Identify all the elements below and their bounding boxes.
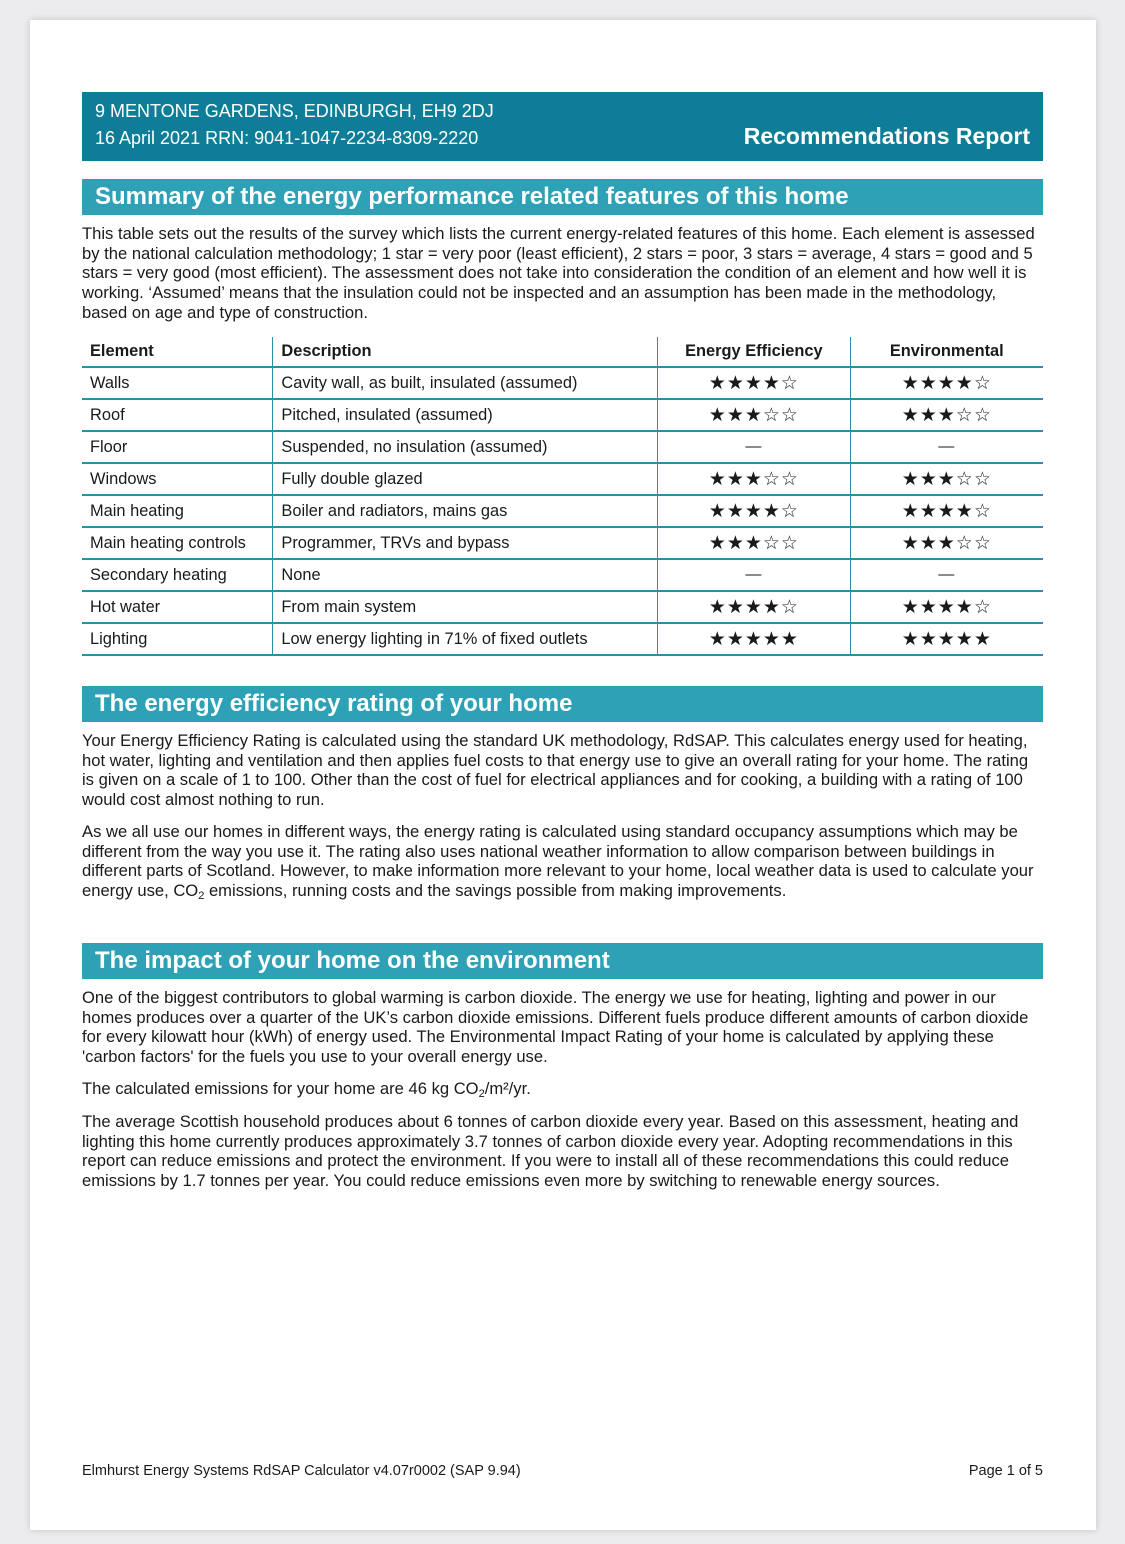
energy-efficiency-rating: ★★★★☆ <box>658 367 850 399</box>
column-header-energy-efficiency: Energy Efficiency <box>658 337 850 367</box>
environmental-rating: ★★★☆☆ <box>850 527 1043 559</box>
description-cell: Fully double glazed <box>273 463 658 495</box>
report-header <box>82 92 1043 161</box>
table-row <box>82 591 1043 623</box>
element-cell: Windows <box>82 463 273 495</box>
description-cell: Programmer, TRVs and bypass <box>273 527 658 559</box>
report-title: Recommendations Report <box>743 123 1030 149</box>
element-cell: Roof <box>82 399 273 431</box>
property-address: 9 MENTONE GARDENS, EDINBURGH, EH9 2DJ <box>95 101 494 121</box>
description-cell: Low energy lighting in 71% of fixed outlets <box>273 623 658 655</box>
environmental-rating: ★★★★★ <box>850 623 1043 655</box>
footer-page-number: Page 1 of 5 <box>968 1463 1043 1479</box>
table-row <box>82 399 1043 431</box>
footer-software: Elmhurst Energy Systems RdSAP Calculator v4.07r0002 (SAP 9.94) <box>82 1463 521 1479</box>
date-and-rrn: 16 April 2021 RRN: 9041-1047-2234-8309-2220 <box>95 128 479 148</box>
environmental-rating: ★★★☆☆ <box>850 399 1043 431</box>
summary-heading: Summary of the energy performance related features of this home <box>82 179 1043 215</box>
rating-paragraph-1: Your Energy Efficiency Rating is calculated using the standard UK methodology, RdSAP. This calculates energy used for heating, hot water, lighting and ventilation and then applies fuel costs to that energy use to give an overall rating for your home. The rating is given on a scale of 1 to 100. Other than the cost of fuel for electrical appliances and for cooking, a building with a rating of 100 would cost almost nothing to run. <box>82 731 1029 810</box>
table-row <box>82 527 1043 559</box>
energy-efficiency-rating: — <box>658 559 850 591</box>
description-cell: Cavity wall, as built, insulated (assumed) <box>273 367 658 399</box>
energy-efficiency-rating: — <box>658 431 850 463</box>
energy-efficiency-rating: ★★★★☆ <box>658 591 850 623</box>
environmental-rating: ★★★★☆ <box>850 495 1043 527</box>
description-cell: From main system <box>273 591 658 623</box>
element-cell: Walls <box>82 367 273 399</box>
table-row <box>82 367 1043 399</box>
environmental-rating: — <box>850 431 1043 463</box>
element-cell: Hot water <box>82 591 273 623</box>
environmental-rating: — <box>850 559 1043 591</box>
table-row <box>82 559 1043 591</box>
emissions-statement: The calculated emissions for your home are 46 kg $CO_2/m^2/yr$. <box>82 1079 531 1100</box>
element-cell: Lighting <box>82 623 273 655</box>
table-row <box>82 495 1043 527</box>
environmental-rating: ★★★★☆ <box>850 591 1043 623</box>
table-body <box>82 367 1043 655</box>
environmental-rating: ★★★★☆ <box>850 367 1043 399</box>
table-row <box>82 431 1043 463</box>
description-cell: Boiler and radiators, mains gas <box>273 495 658 527</box>
element-cell: Floor <box>82 431 273 463</box>
table-header-row <box>82 337 1043 367</box>
column-header-description: Description <box>273 337 658 367</box>
environment-paragraph-1: One of the biggest contributors to global warming is carbon dioxide. The energy we use for heating, lighting and power in our homes produces over a quarter of the UK’s carbon dioxide emissions. Different fuels produce different amounts of carbon dioxide for every kilowatt hour (kWh) of energy used. The Environmental Impact Rating of your home is calculated by applying these 'carbon factors' for the fuels you use to your overall energy use. <box>82 988 1029 1067</box>
energy-efficiency-rating: ★★★☆☆ <box>658 463 850 495</box>
element-cell: Secondary heating <box>82 559 273 591</box>
rating-heading: The energy efficiency rating of your home <box>82 686 1043 722</box>
table-row <box>82 623 1043 655</box>
summary-intro: This table sets out the results of the survey which lists the current energy-related features of this home. Each element is assessed by the national calculation methodology; 1 star = very poor (least efficient), 2 stars = poor, 3 stars = average, 4 stars = good and 5 stars = very good (most efficient). The assessment does not take into consideration the condition of an element and how well it is working. ‘Assumed’ means that the insulation could not be inspected and an assumption has been made in the methodology, based on age and type of construction. <box>82 224 1035 322</box>
energy-efficiency-rating: ★★★★☆ <box>658 495 850 527</box>
rating-paragraph-2: As we all use our homes in different ways, the energy rating is calculated using standard occupancy assumptions which may be different from the way you use it. The rating also uses national weather information to allow comparison between buildings in different parts of Scotland. However, to make information more relevant to your home, local weather data is used to calculate your energy use, $CO_2$ emissions, running costs and the savings possible from making improvements. <box>82 822 1034 903</box>
column-header-environmental: Environmental <box>850 337 1043 367</box>
column-header-element: Element <box>82 337 273 367</box>
description-cell: Pitched, insulated (assumed) <box>273 399 658 431</box>
description-cell: None <box>273 559 658 591</box>
energy-efficiency-rating: ★★★☆☆ <box>658 527 850 559</box>
environment-paragraph-3: The average Scottish household produces about 6 tonnes of carbon dioxide every year. Based on this assessment, heating and lighting this home currently produces approximately 3.7 tonnes of carbon dioxide every year. Adopting recommendations in this report can reduce emissions and protect the environment. If you were to install all of these recommendations this could reduce emissions by 1.7 tonnes per year. You could reduce emissions even more by switching to renewable energy sources. <box>82 1112 1019 1191</box>
element-cell: Main heating <box>82 495 273 527</box>
energy-efficiency-rating: ★★★☆☆ <box>658 399 850 431</box>
environmental-rating: ★★★☆☆ <box>850 463 1043 495</box>
description-cell: Suspended, no insulation (assumed) <box>273 431 658 463</box>
environment-heading: The impact of your home on the environment <box>82 943 1043 979</box>
features-table <box>82 337 1043 656</box>
element-cell: Main heating controls <box>82 527 273 559</box>
energy-efficiency-rating: ★★★★★ <box>658 623 850 655</box>
table-row <box>82 463 1043 495</box>
